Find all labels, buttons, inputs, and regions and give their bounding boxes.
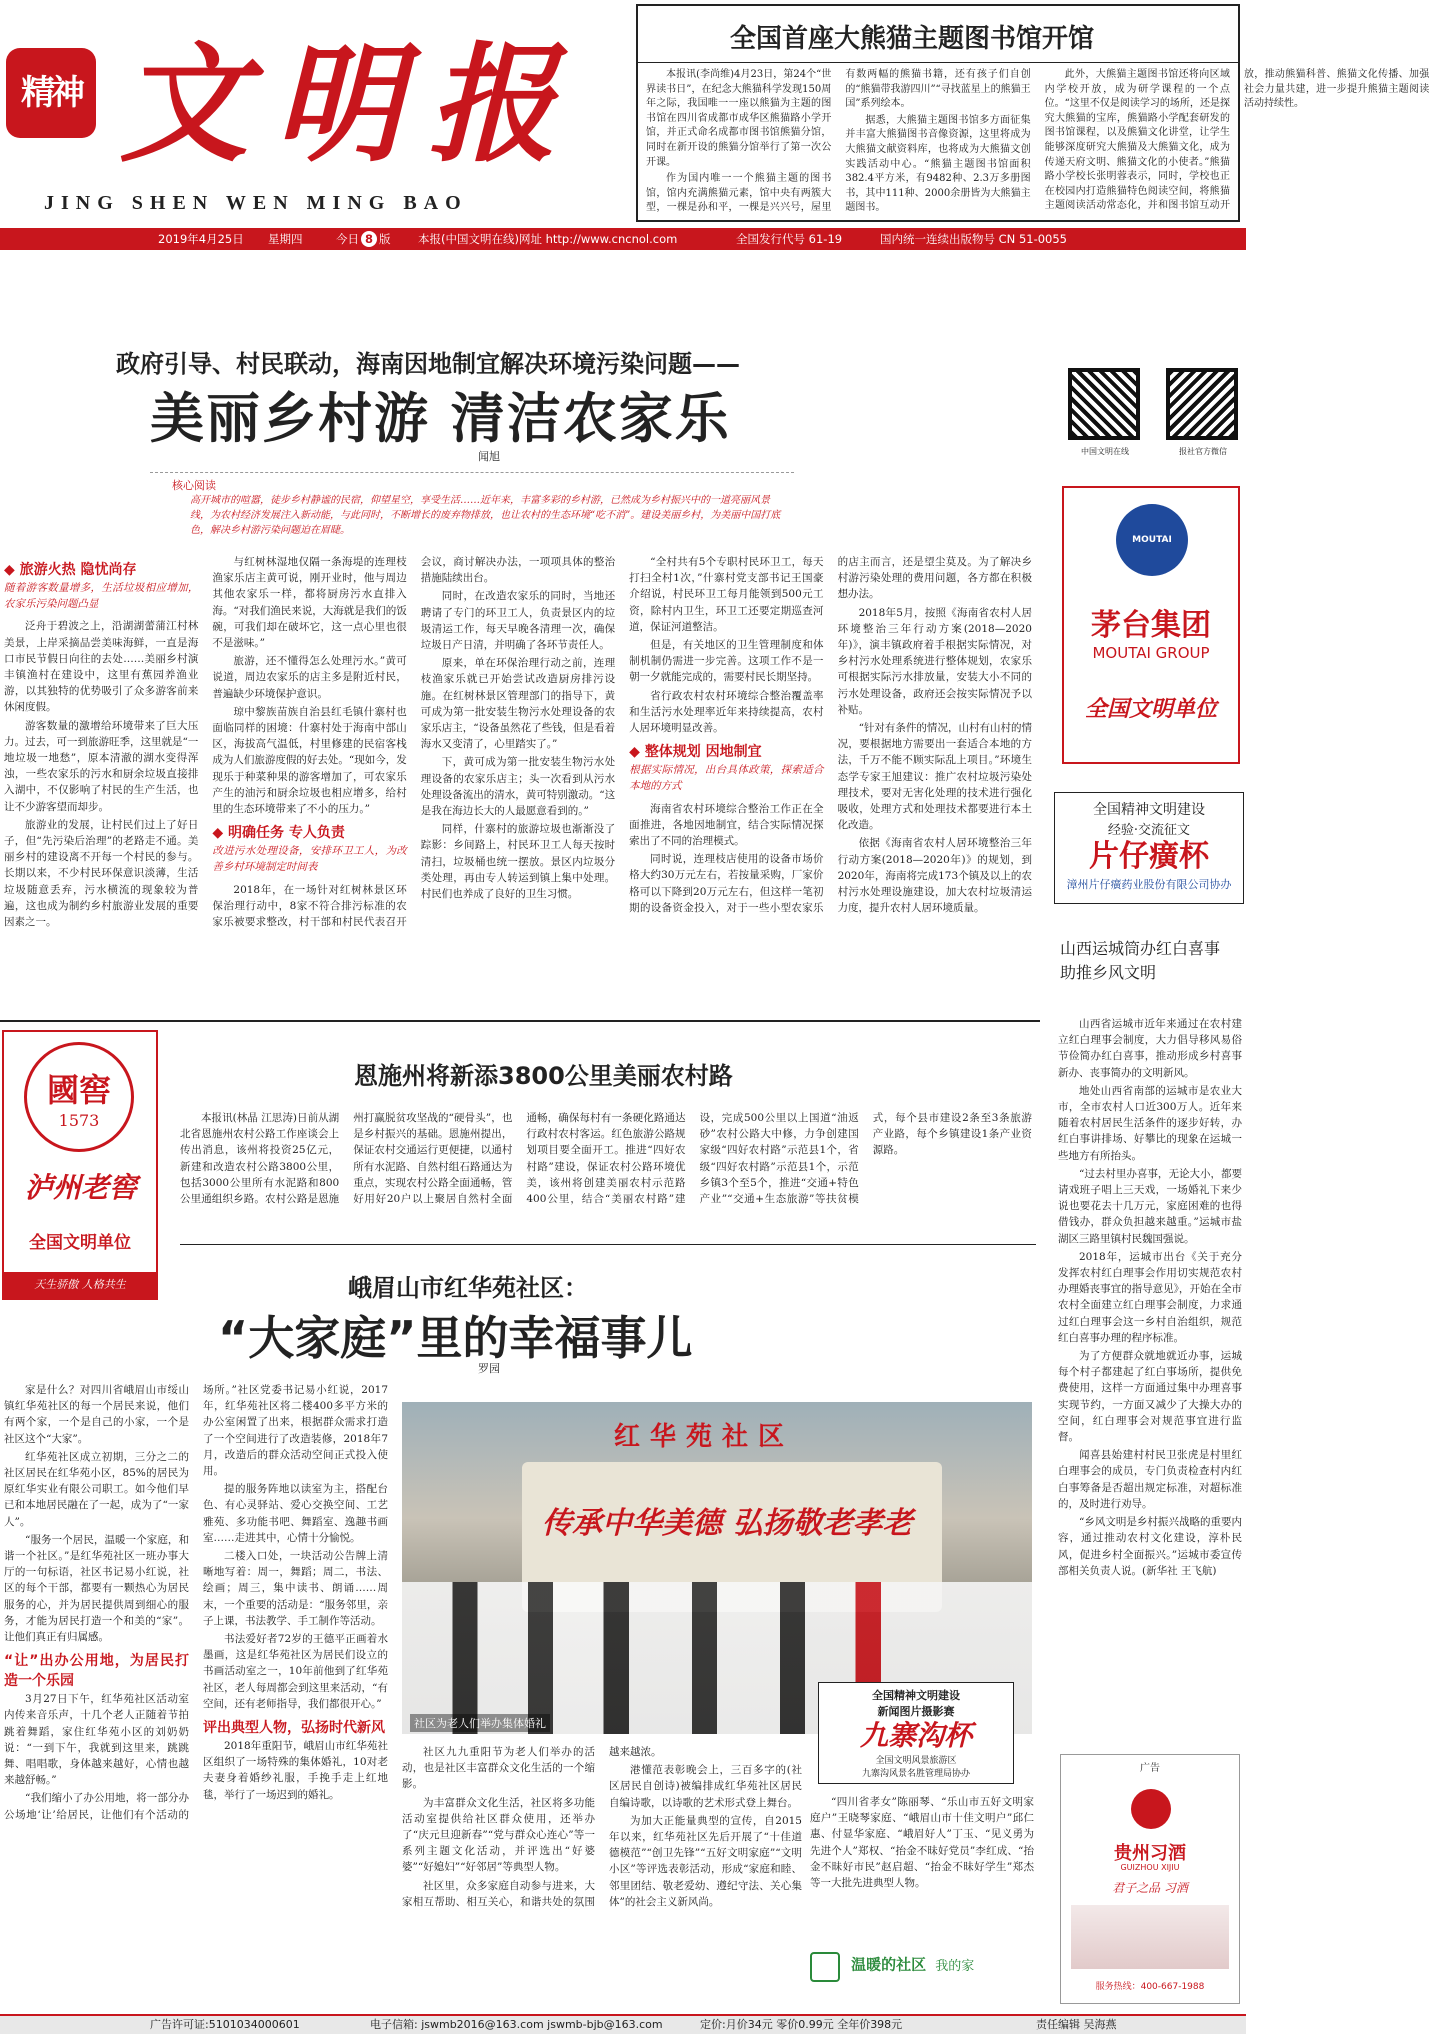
guizhou-slogan: 君子之品 习酒 [1112, 1881, 1188, 1895]
guizhou-name: 贵州习酒 [1114, 1843, 1186, 1864]
sidebar-title-1: 山西运城筒办红白喜事 [1060, 939, 1221, 958]
seal-logo: 精神 [6, 48, 96, 138]
issue-weekday: 星期四 [268, 232, 303, 246]
moutai-name: 茅台集团 [1091, 608, 1211, 643]
community-logo: 温暖的社区 我的家 [810, 1946, 1034, 2006]
guizhou-logo [1131, 1789, 1171, 1829]
pien-ad: 全国精神文明建设 经验·交流征文 片仔癀杯 漳州片仔癀药业股份有限公司协办 [1054, 792, 1244, 904]
photo-caption: 社区为老人们举办集体婚礼 [410, 1714, 550, 1732]
feature-headline: “大家庭”里的幸福事儿 [218, 1311, 693, 1365]
moutai-logo: MOUTAI [1116, 504, 1188, 576]
luzhou-brand: 泸州老窖 [24, 1171, 137, 1204]
footer-editor: 责任编辑 吴海燕 [1036, 2018, 1117, 2031]
website-link[interactable]: 本报(中国文明在线)网址 http://www.cncnol.com [418, 232, 678, 246]
lead-headline: 美丽乡村游 清洁农家乐 [150, 387, 731, 450]
top-story-body: 本报讯(李尚维)4月23日，第24个“世界读书日”，在纪念大熊猫科学发现150周年之际，我国唯一一座以熊猫为主题的图书馆在四川省成都市成华区熊猫路小学开馆，并正式命名成都市图书馆熊猫分馆，同时在新开设的熊猫分馆举行了第一次公开课。 作为国内唯一一个熊猫主题的图书馆，馆内充满熊猫元素，馆中央有两簇大型，一棵是孙和平，一棵是兴兴号，屋里有数两幅的熊猫书籍，还有孩子们自创的“熊猫带我游四川”“寻找蓝星上的熊猫王国”系列绘本。 据悉，大熊猫主题图书馆多方面征集并丰富大熊猫图书音像资源，这里将成为大熊猫文献资料库，也将成为大熊猫文创实践活动中心。“熊猫主题图书馆面积382.4平方米，有9482种、2.3万多册图书，其中111种、2000余册皆为大熊猫主题图书。 此外，大熊猫主题图书馆还将向区域内学校开放，成为研学课程的一个点位。“这里不仅是阅读学习的场所，还是探究大熊猫的宝库，熊猫路小学配套研发的图书馆课程，以及熊猫文化讲堂，让学生能够深度研究大熊猫及大熊猫文化，成为传递天府文明、熊猫文化的小使者。”熊猫路小学校长张明蓉表示，同时，学校也正在校园内打造熊猫特色阅读空间，将熊猫主题阅读活动常态化，并和图书馆互动开放，推动熊猫科普、熊猫文化传播、加强社会力量共建，进一步提升熊猫主题阅读活动持续性。 [646, 69, 1429, 214]
footer-email[interactable]: 电子信箱: jswmb2016@163.com jswmb-bjb@163.com [370, 2018, 663, 2031]
photo-banner: 红华苑社区 [614, 1422, 795, 1452]
qr-codes [1062, 368, 1242, 458]
guizhou-ad: 广告 贵州习酒 GUIZHOU XIJIU 君子之品 习酒 服务热线：400-667-1988 [1060, 1754, 1240, 2004]
sidebar-body: 山西省运城市近年来通过在农村建立红白理事会制度，大力倡导移风易俗节俭简办红白喜事，推动形成乡村喜事新办、丧事简办的文明新风。 地处山西省南部的运城市是农业大市，全市农村人口近300万人。近年来随着农村居民生活条件的逐步好转，办红白事讲排场、好攀比的现象在运城一些地方有所抬头。 “过去村里办喜事，无论大小，都要请戏班子唱上三天戏，一场婚礼下来少说也要花去十几万元，家庭困难的也得借钱办，群众负担越来越重。”运城市盐湖区三路里镇村民魏国强说。 2018年，运城市出台《关于充分发挥农村红白理事会作用切实规范农村办理婚丧事宜的指导意见》，开始在全市农村全面建立红白理事会制度，力求通过红白理事会这一乡村自治组织，规范红白喜事办理的程序标准。 为了方便群众就地就近办事，运城每个村子都建起了红白事场所，提供免费使用，这样一方面通过集中办理喜事实现节约，一方面又减少了大操大办的空间，红白理事会对规范事宜进行监督。 闻喜县始建村村民卫张虎是村里红白理事会的成员，专门负责检查村内红白事筹备是否超出规定标准，对超标准的，及时进行劝导。 “乡风文明是乡村振兴战略的重要内容，通过推动农村文化建设，淳朴民风，促进乡村全面振兴。”运城市委宣传部相关负责人说。(新华社 王飞航) [1058, 1018, 1242, 1577]
masthead-title: 文明报 [120, 30, 583, 180]
feature-byline: 罗园 [478, 1362, 500, 1375]
guizhou-image [1071, 1905, 1229, 1969]
qr-code-2[interactable] [1166, 368, 1238, 440]
guizhou-phone: 服务热线：400-667-1988 [1095, 1982, 1205, 1992]
moutai-en: MOUTAI GROUP [1092, 644, 1210, 662]
sidebar-title-2: 助推乡风文明 [1060, 963, 1157, 982]
qr-label-1: 中国文明在线 [1081, 447, 1129, 456]
community-icon [810, 1952, 840, 1982]
moutai-ad [1062, 486, 1240, 764]
enshi-body: 本报讯(林晶 江思涛)日前从湖北省恩施州农村公路工作座谈会上传出消息，该州将投资25亿元，新建和改造农村公路3800公里，包括3000公里所有水泥路和800公里通组织乡路。农村公路是恩施州打赢脱贫攻坚战的“硬骨头”，也是乡村振兴的基础。恩施州提出，保证农村交通运行更便捷，以通村所有水泥路、自然村组石路通达为重点，实现农村公路全面通畅，管好用好20户以上聚居自然村全面通畅，确保每村有一条硬化路通达行政村农村客运。红色旅游公路规划项目要全面开工。推进“四好农村路”建设，保证农村公路环境优美，该州将创建美丽农村示范路400公里，结合“美丽农村路”建设，完成500公里以上国道“油返砂”农村公路大中修，力争创建国家级“四好农村路”示范县1个，省级“四好农村路”示范县1个，示范乡镇3个至5个，推进“交通+特色产业”“交通+生态旅游”等扶贫模式，每个县市建设2条至3条旅游产业路，每个乡镇建设1条产业资源路。 [180, 1112, 1032, 1206]
feature-body-right: 社区九九重阳节为老人们举办的活动，也是社区丰富群众文化生活的一个缩影。 为丰富群众文化生活，社区将多功能活动室提供给社区群众使用，还举办了“庆元旦迎新春”“党与群众心连心”等一系列主题文化活动，并评选出“好婆婆”“好媳妇”“好邻居”等典型人物。 社区里，众多家庭自动参与进来，大家相互帮助、相互关心，和谐共处的氛围越来越浓。 港懂范表彰晚会上，三百多字的(社区居民自创诗)被编排成红华苑社区居民自编诗歌，以诗歌的艺术形式登上舞台。 为加大正能量典型的宣传，自2015年以来，红华苑社区先后开展了“十佳道德模范”“创卫先锋”“五好文明家庭”“文明小区”等评选表彰活动，形成“家庭和睦、邻里团结、敬老爱幼、遵纪守法、关心集体”的社会主义新风尚。 [402, 1746, 802, 1908]
issue-date: 2019年4月25日 [158, 232, 244, 246]
luzhou-ad [2, 1030, 158, 1300]
feature-kicker: 峨眉山市红华苑社区： [348, 1274, 588, 1302]
feature-body-left: 家是什么？对四川省峨眉山市绥山镇红华苑社区的每一个居民来说，他们有两个家，一个是自己的小家，一个是社区这个“大家”。 红华苑社区成立初期，三分之二的社区居民在红华苑小区，85%的居民为原红华实业有限公司职工。如今他们早已和本地居民融在了一起，成为了“一家人”。 “服务一个居民，温暖一个家庭，和谐一个社区。”是红华苑社区一班办事大厅的一句标语，社区书记易小红说，社区的每个干部，都要有一颗热心为居民服务的心，并为居民提供周到细心的服务，才能为居民打造一个和美的“家”。让他们真正有归属感。 “让”出办公用地，为居民打造一个乐园 3月27日下午，红华苑社区活动室内传来音乐声，十几个老人正随着节拍跳着舞蹈，家住红华苑小区的刘奶奶说：“一到下午，我就到这里来，跳跳舞、唱唱歌，身体越来越好，心情也越来越舒畅。” “我们缩小了办公用地，将一部分办公场地‘让’给居民，让他们有个活动的场所。”社区党委书记易小红说，2017年，红华苑社区将二楼400多平方米的办公室闲置了出来，根据群众需求打造了一个空间进行了改造装修，2018年7月，改造后的群众活动空间正式投入使用。 提的服务阵地以读室为主，搭配台色、有心灵驿站、爱心交换空间、工艺雅苑、多功能书吧、舞蹈室、逸趣书画室……走进其中，心情十分愉悦。 二楼入口处，一块活动公告牌上清晰地写着：周一，舞蹈；周二，书法、绘画；周三，集中读书、朗诵……周末，一个重要的活动是：“服务邻里，亲子上课，书法教学、手工制作等活动。 书法爱好者72岁的王德平正画着水墨画，这是红华苑社区为居民们设立的书画活动室之一，10年前他到了红华苑社区，老人每周都会到这里来活动，“有空间，还有老师指导，我们都很开心。” 评出典型人物，弘扬时代新风 2018年重阳节，峨眉山市红华苑社区组织了一场特殊的集体婚礼，10对老夫妻身着婚纱礼服，手挽手走上红地毯，举行了一场迟到的婚礼。 [4, 1384, 388, 1821]
qr-code-1[interactable] [1068, 368, 1140, 440]
cn-code: 国内统一连续出版物号 CN 51-0055 [880, 232, 1067, 246]
footer-ad-license: 广告许可证:5101034000601 [150, 2018, 300, 2031]
masthead-pinyin: JING SHEN WEN MING BAO [44, 192, 468, 214]
lead-kicker: 政府引导、村民联动，海南因地制宜解决环境污染问题—— [116, 350, 740, 378]
date-bar [0, 228, 1246, 250]
footer-price: 定价:月价34元 零价0.99元 全年价398元 [700, 2018, 903, 2031]
enshi-title: 恩施州将新添3800公里美丽农村路 [354, 1062, 733, 1090]
top-story-title: 全国首座大熊猫主题图书馆开馆 [730, 24, 1095, 54]
moutai-tag: 全国文明单位 [1084, 696, 1217, 722]
luzhou-tag: 全国文明单位 [29, 1233, 131, 1253]
core-reading-label: 核心阅读 [172, 479, 216, 492]
core-reading-box [150, 472, 794, 536]
guizhou-en: GUIZHOU XIJIU [1120, 1863, 1180, 1872]
lead-byline: 闻旭 [478, 450, 500, 463]
luzhou-slogan: 天生骄傲 人格共生 [4, 1272, 156, 1298]
core-reading-summary: 高开城市的喧嚣，徒步乡村静谧的民宿，仰望星空，享受生活……近年来，丰富多彩的乡村游，已然成为乡村振兴中的一道亮丽风景线，为农村经济发展注入新动能，与此同时，不断增长的废弃物排放，也让农村的生态环境“吃不消”。建设美丽乡村，为美丽中国打底色，解决乡村游污染问题迫在眉睫。 [190, 495, 781, 536]
qr-label-2: 报社官方微信 [1179, 447, 1227, 456]
page-count: 今日 8 版 [336, 232, 391, 246]
jiuzhai-ad: 全国精神文明建设 新闻图片摄影赛 九寨沟杯 全国文明风景旅游区 九寨沟风景名胜管理局协办 [818, 1682, 1014, 1784]
issue-code: 全国发行代号 61-19 [736, 232, 843, 246]
footer-bar [0, 2014, 1246, 2034]
photo-slogan: 传承中华美德 弘扬敬老孝老 [542, 1506, 913, 1541]
lead-body: ◆ 旅游火热 隐忧尚存 随着游客数量增多，生活垃圾相应增加，农家乐污染问题凸显 泛舟于碧波之上，沿湖湖蕾蒲江村林美景，上岸采摘品尝美味海鲜，一直是海口市民节假日向往的去处……美丽乡村演丰镇渔村在建设中，这里有蕉园养渔业游，以其独特的优势吸引了众多游客前来休闲度假。 游客数量的激增给环境带来了巨大压力。过去，可一到旅游旺季，这里就是“一地垃圾一地愁”，原本清澈的湖水变得浑浊，一些农家乐的污水和厨余垃圾直接排入湖中，不仅影响了村民的生产生活，也让不少游客望而却步。 旅游业的发展，让村民们过上了好日子，但“先污染后治理”的老路走不通。美丽乡村的建设离不开每一个村民的参与。长期以来，不少村民环保意识淡薄，生活垃圾随意丢弃，污水横流的现象较为普遍，这也成为制约乡村旅游业发展的重要因素之一。 与红树林湿地仅隔一条海堤的连理枝渔家乐店主黄可说，刚开业时，他与周边其他农家乐一样，都将厨房污水直排入海。“对我们渔民来说，大海就是我们的饭碗，可我们却在破坏它，这一点心里也很不是滋味。” 旅游，还不懂得怎么处理污水。”黄可说道，周边农家乐的店主多是附近村民，普遍缺少环境保护意识。 琼中黎族苗族自治县红毛镇什寨村也面临同样的困境：什寨村处于海南中部山区，海拔高气温低，村里修建的民宿客栈成为人们旅游度假的好去处。“现如今，发现乐于种菜种果的游客增加了，可农家乐产生的油污和厨余垃圾也相应增多，给村里的生态环境带来了不小的压力。” ◆ 明确任务 专人负责 改进污水处理设备，安排环卫工人，为改善乡村环境制定时间表 2018年，在一场针对红树林景区环保治理行动中，8家不符合排污标准的农家乐被要求整改，村干部和村民代表召开会议，商讨解决办法，一项项具体的整治措施陆续出台。 同时，在改造农家乐的同时，当地还聘请了专门的环卫工人，负责景区内的垃圾清运工作，每天早晚各清理一次，确保垃圾日产日清，并明确了各环节责任人。 原来，单在环保治理行动之前，连理枝渔家乐就已开始尝试改造厨房排污设施。在红树林景区管理部门的指导下，黄可成为第一批安装生物污水处理设备的农家乐店主，“设备虽然花了些钱，但是看着海水又变清了，心里踏实了。” 下，黄可成为第一批安装生物污水处理设备的农家乐店主；头一次看到从污水处理设备流出的清水，黄可特别激动。“这是我在海边长大的人最愿意看到的。” 同样，什寨村的旅游垃圾也渐渐没了踪影：乡间路上，村民环卫工人每天按时清扫，垃圾桶也统一摆放。景区内垃圾分类处理，再由专人转运到镇上集中处理。村民们也养成了良好的卫生习惯。 “全村共有5个专职村民环卫工，每天打扫全村1次，”什寨村党支部书记王国豪介绍说，村民环卫工每月能领到500元工资，除村内卫生，环卫工还要定期巡查河道，保证河道整洁。 但是，有关地区的卫生管理制度和体制机制仍需进一步完善。这项工作不是一朝一夕就能完成的，需要村民长期坚持。 省行政农村农村环境综合整治覆盖率和生活污水处理率近年来持续提高，农村人居环境明显改善。 ◆ 整体规划 因地制宜 根据实际情况，出台具体政策，探索适合本地的方式 海南省农村环境综合整治工作正在全面推进，各地因地制宜，结合实际情况探索出了不同的治理模式。 同时说，连理枝店使用的设备市场价格大约30万元左右，若按量采购，厂家价格可以下降到20万元左右，但这样一笔初期的设备资金投入，对于一些小型农家乐的店主而言，还是望尘莫及。为了解决乡村游污染处理的费用问题，各方都在积极想办法。 2018年5月，按照《海南省农村人居环境整治三年行动方案(2018—2020年)》，演丰镇政府着手根据实际情况，对乡村污水处理系统进行整体规划，农家乐可根据实际污水排放量，安装大小不同的污水处理设备，政府还会按实际情况予以补贴。 “针对有条件的情况，山村有山村的情况，要根据地方需要出一套适合本地的方法，千万不能不顾实际乱上项目。”环境生态学专家王旭建议：推广农村垃圾污染处理技术，要对无害化处理的技术进行强化吸收，处理方式和处理技术都要进行本土化改造。 依据《海南省农村人居环境整治三年行动方案(2018—2020年)》的规划，到2020年，海南将完成173个镇及以上的农村污水处理设施建设，加大农村垃圾清运力度，提升农村人居环境质量。 [4, 556, 1032, 929]
guojiao-logo: 國窖 1573 [24, 1042, 134, 1152]
masthead [0, 0, 640, 240]
top-story [636, 4, 1429, 222]
feature-body-right2: “四川省孝女”陈丽琴、“乐山市五好文明家庭户”王晓琴家庭、“峨眉山市十佳文明户”邱仁惠、付显华家庭、“峨眉好人”丁玉、“见义勇为先进个人”郑权、“抬金不昧好党员”李红成、“抬金不昧好市民”赵启超、“抬金不昧好学生”郑杰等一大批先进典型人物。 [810, 1796, 1034, 1890]
